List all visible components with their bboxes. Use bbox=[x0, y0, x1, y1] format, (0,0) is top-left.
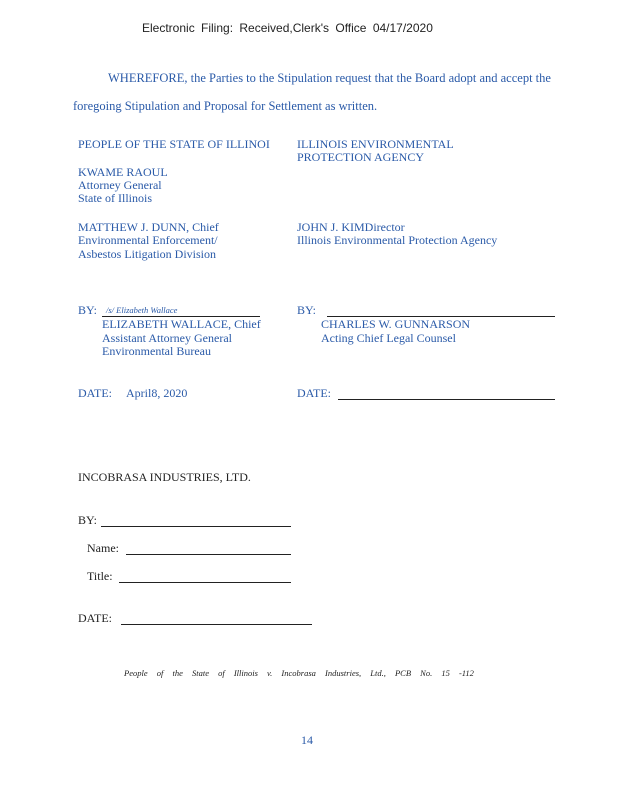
left-signer-name: ELIZABETH WALLACE, Chief bbox=[102, 317, 261, 331]
left-date-label: DATE: bbox=[78, 386, 112, 400]
right-party-1: ILLINOIS ENVIRONMENTAL bbox=[297, 137, 454, 151]
company-name-line bbox=[126, 554, 291, 555]
company-name-label: Name: bbox=[87, 541, 119, 555]
director-agency: Illinois Environmental Protection Agency bbox=[297, 233, 498, 247]
company-by-label: BY: bbox=[78, 513, 97, 527]
company-date-label: DATE: bbox=[78, 611, 112, 625]
right-signer-name: CHARLES W. GUNNARSON bbox=[321, 317, 471, 331]
body-line-2: foregoing Stipulation and Proposal for Settlement as written. bbox=[73, 99, 378, 113]
ag-state: State of Illinois bbox=[78, 191, 152, 205]
company-title-line bbox=[119, 582, 291, 583]
case-caption: People of the State of Illinois v. Incobrasa Industries, Ltd., PCB No. 15 -112 bbox=[124, 668, 474, 678]
company-name: INCOBRASA INDUSTRIES, LTD. bbox=[78, 470, 251, 484]
right-by-label: BY: bbox=[297, 303, 316, 317]
left-date-value: April8, 2020 bbox=[126, 386, 188, 400]
left-signer-title-2: Environmental Bureau bbox=[102, 344, 211, 358]
right-date-label: DATE: bbox=[297, 386, 331, 400]
page-number: 14 bbox=[301, 733, 313, 747]
body-line-1: WHEREFORE, the Parties to the Stipulation request that the Board adopt and accept the bbox=[108, 71, 551, 85]
company-title-label: Title: bbox=[87, 569, 113, 583]
chief-division-2: Asbestos Litigation Division bbox=[78, 247, 216, 261]
company-date-line bbox=[121, 624, 312, 625]
left-signature: /s/ Elizabeth Wallace bbox=[106, 305, 178, 315]
right-date-line bbox=[338, 399, 555, 400]
chief-name: MATTHEW J. DUNN, Chief bbox=[78, 220, 219, 234]
director-name: JOHN J. KIMDirector bbox=[297, 220, 405, 234]
left-party: PEOPLE OF THE STATE OF ILLINOI bbox=[78, 137, 270, 151]
left-signer-title-1: Assistant Attorney General bbox=[102, 331, 232, 345]
ag-title: Attorney General bbox=[78, 178, 162, 192]
ag-name: KWAME RAOUL bbox=[78, 165, 168, 179]
left-by-label: BY: bbox=[78, 303, 97, 317]
filing-stamp: Electronic Filing: Received,Clerk's Office 04/17/2020 bbox=[142, 21, 433, 35]
right-signer-title: Acting Chief Legal Counsel bbox=[321, 331, 456, 345]
right-party-2: PROTECTION AGENCY bbox=[297, 150, 425, 164]
company-by-line bbox=[101, 526, 291, 527]
chief-division-1: Environmental Enforcement/ bbox=[78, 233, 218, 247]
